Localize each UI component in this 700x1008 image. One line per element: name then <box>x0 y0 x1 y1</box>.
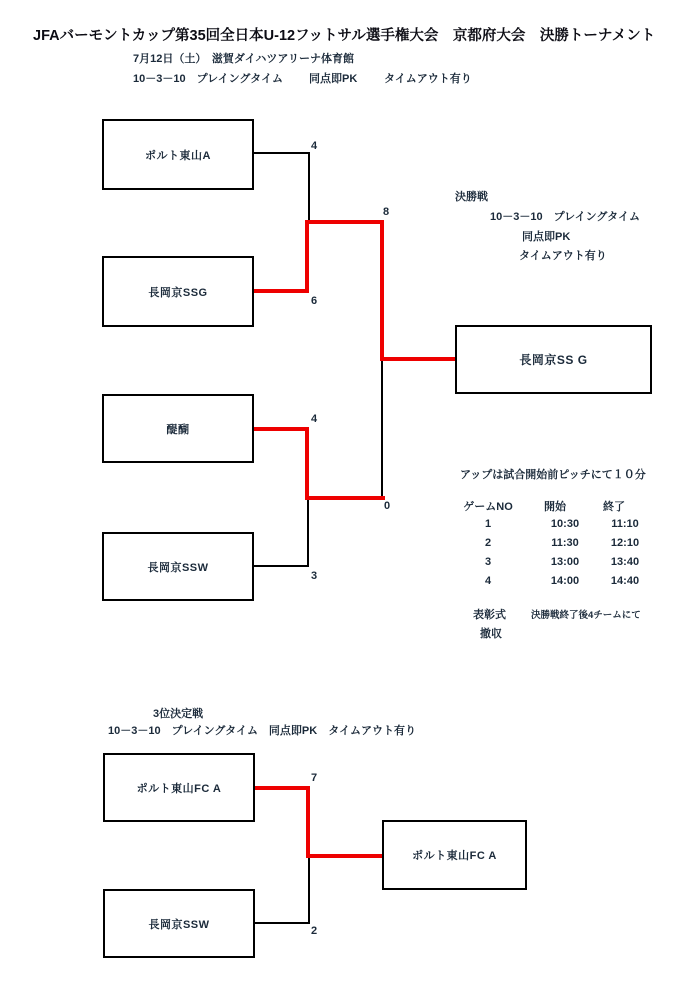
tp-vline-loser <box>308 858 310 924</box>
tp-score-top: 7 <box>311 772 318 784</box>
tp-bottom-hline <box>255 922 310 924</box>
rules-tie: 同点即PK <box>309 73 358 85</box>
date-venue: 7月12日（土） 滋賀ダイハツアリーナ体育館 <box>133 53 354 65</box>
schedule-col-game: ゲームNO <box>463 501 513 513</box>
sf2-score-top: 4 <box>311 413 318 425</box>
schedule-row4-no: 4 <box>484 575 492 587</box>
rules-playing-time: 10－3－10 プレイングタイム <box>133 73 283 85</box>
schedule-row2-start: 11:30 <box>551 537 579 549</box>
sf2-vline-loser <box>307 500 309 566</box>
ceremony-label: 表彰式 <box>473 609 506 621</box>
final-info-playing-time: 10－3－10 プレイングタイム <box>490 211 640 223</box>
schedule-row3-end: 13:40 <box>610 556 640 568</box>
sf2-team-bottom-label: 長岡京SSW <box>147 561 209 574</box>
sf2-team-top-box <box>102 394 254 463</box>
final-vline-loser <box>381 359 383 498</box>
sf1-vline-winner <box>305 220 309 293</box>
schedule-col-start: 開始 <box>544 501 566 513</box>
final-info-timeout: タイムアウト有り <box>519 250 607 262</box>
tp-advance-hline <box>306 854 384 858</box>
sf2-score-bottom: 3 <box>311 570 318 582</box>
tp-top-hline-winner <box>255 786 308 790</box>
schedule-row1-no: 1 <box>484 518 492 530</box>
final-champion-hline <box>380 357 457 361</box>
third-place-rules: 10－3－10 プレイングタイム 同点即PK タイムアウト有り <box>108 725 416 737</box>
champion-label: 長岡京SS G <box>519 353 588 367</box>
final-info-title: 決勝戦 <box>455 191 488 203</box>
schedule-row1-end: 11:10 <box>611 518 639 530</box>
tp-winner-box <box>382 820 527 890</box>
rules-timeout: タイムアウト有り <box>384 73 472 85</box>
third-place-title: 3位決定戦 <box>153 708 204 720</box>
sf1-top-hline <box>254 152 310 154</box>
sf2-team-top-label: 醍醐 <box>166 423 190 436</box>
final-info-tie: 同点即PK <box>522 231 571 243</box>
schedule-row4-start: 14:00 <box>550 575 580 587</box>
final-vline-winner <box>380 220 384 361</box>
sf2-team-bottom-box <box>102 532 254 601</box>
page-title: JFAバーモントカップ第35回全日本U-12フットサル選手権大会 京都府大会 決勝トーナメント <box>33 28 656 44</box>
schedule-row1-start: 10:30 <box>550 518 580 530</box>
warmup-note: アップは試合開始前ピッチにて１０分 <box>460 469 646 481</box>
tp-team-top-box <box>103 753 255 822</box>
tp-vline-winner <box>306 786 310 858</box>
sf2-top-hline-winner <box>254 427 307 431</box>
final-score-bottom: 0 <box>384 500 391 512</box>
teardown-label: 撤収 <box>480 628 502 640</box>
tp-team-top-label: ポルト東山FC A <box>136 782 222 795</box>
schedule-col-end: 終了 <box>603 501 625 513</box>
sf1-vline-loser <box>308 152 310 222</box>
ceremony-note: 決勝戦終了後4チームにて <box>531 610 641 621</box>
champion-box <box>455 325 652 394</box>
sf1-score-top: 4 <box>311 140 318 152</box>
sf1-team-top-label: ポルト東山A <box>145 149 211 162</box>
schedule-row2-end: 12:10 <box>610 537 640 549</box>
schedule-row3-start: 13:00 <box>550 556 580 568</box>
sf1-advance-hline <box>305 220 384 224</box>
sf1-bottom-hline-winner <box>254 289 307 293</box>
sf1-team-bottom-box <box>102 256 254 327</box>
sf2-vline-winner <box>305 427 309 500</box>
schedule-row4-end: 14:40 <box>610 575 640 587</box>
sf1-team-bottom-label: 長岡京SSG <box>148 286 208 299</box>
sf1-team-top-box <box>102 119 254 190</box>
sf2-advance-hline <box>305 496 385 500</box>
tp-winner-label: ポルト東山FC A <box>412 850 497 862</box>
sf2-bottom-hline <box>254 565 309 567</box>
schedule-row3-no: 3 <box>484 556 492 568</box>
schedule-row2-no: 2 <box>484 537 492 549</box>
final-score-top: 8 <box>383 206 390 218</box>
tp-score-bottom: 2 <box>311 925 318 937</box>
sf1-score-bottom: 6 <box>311 295 318 307</box>
tp-team-bottom-box <box>103 889 255 958</box>
tp-team-bottom-label: 長岡京SSW <box>148 918 210 931</box>
